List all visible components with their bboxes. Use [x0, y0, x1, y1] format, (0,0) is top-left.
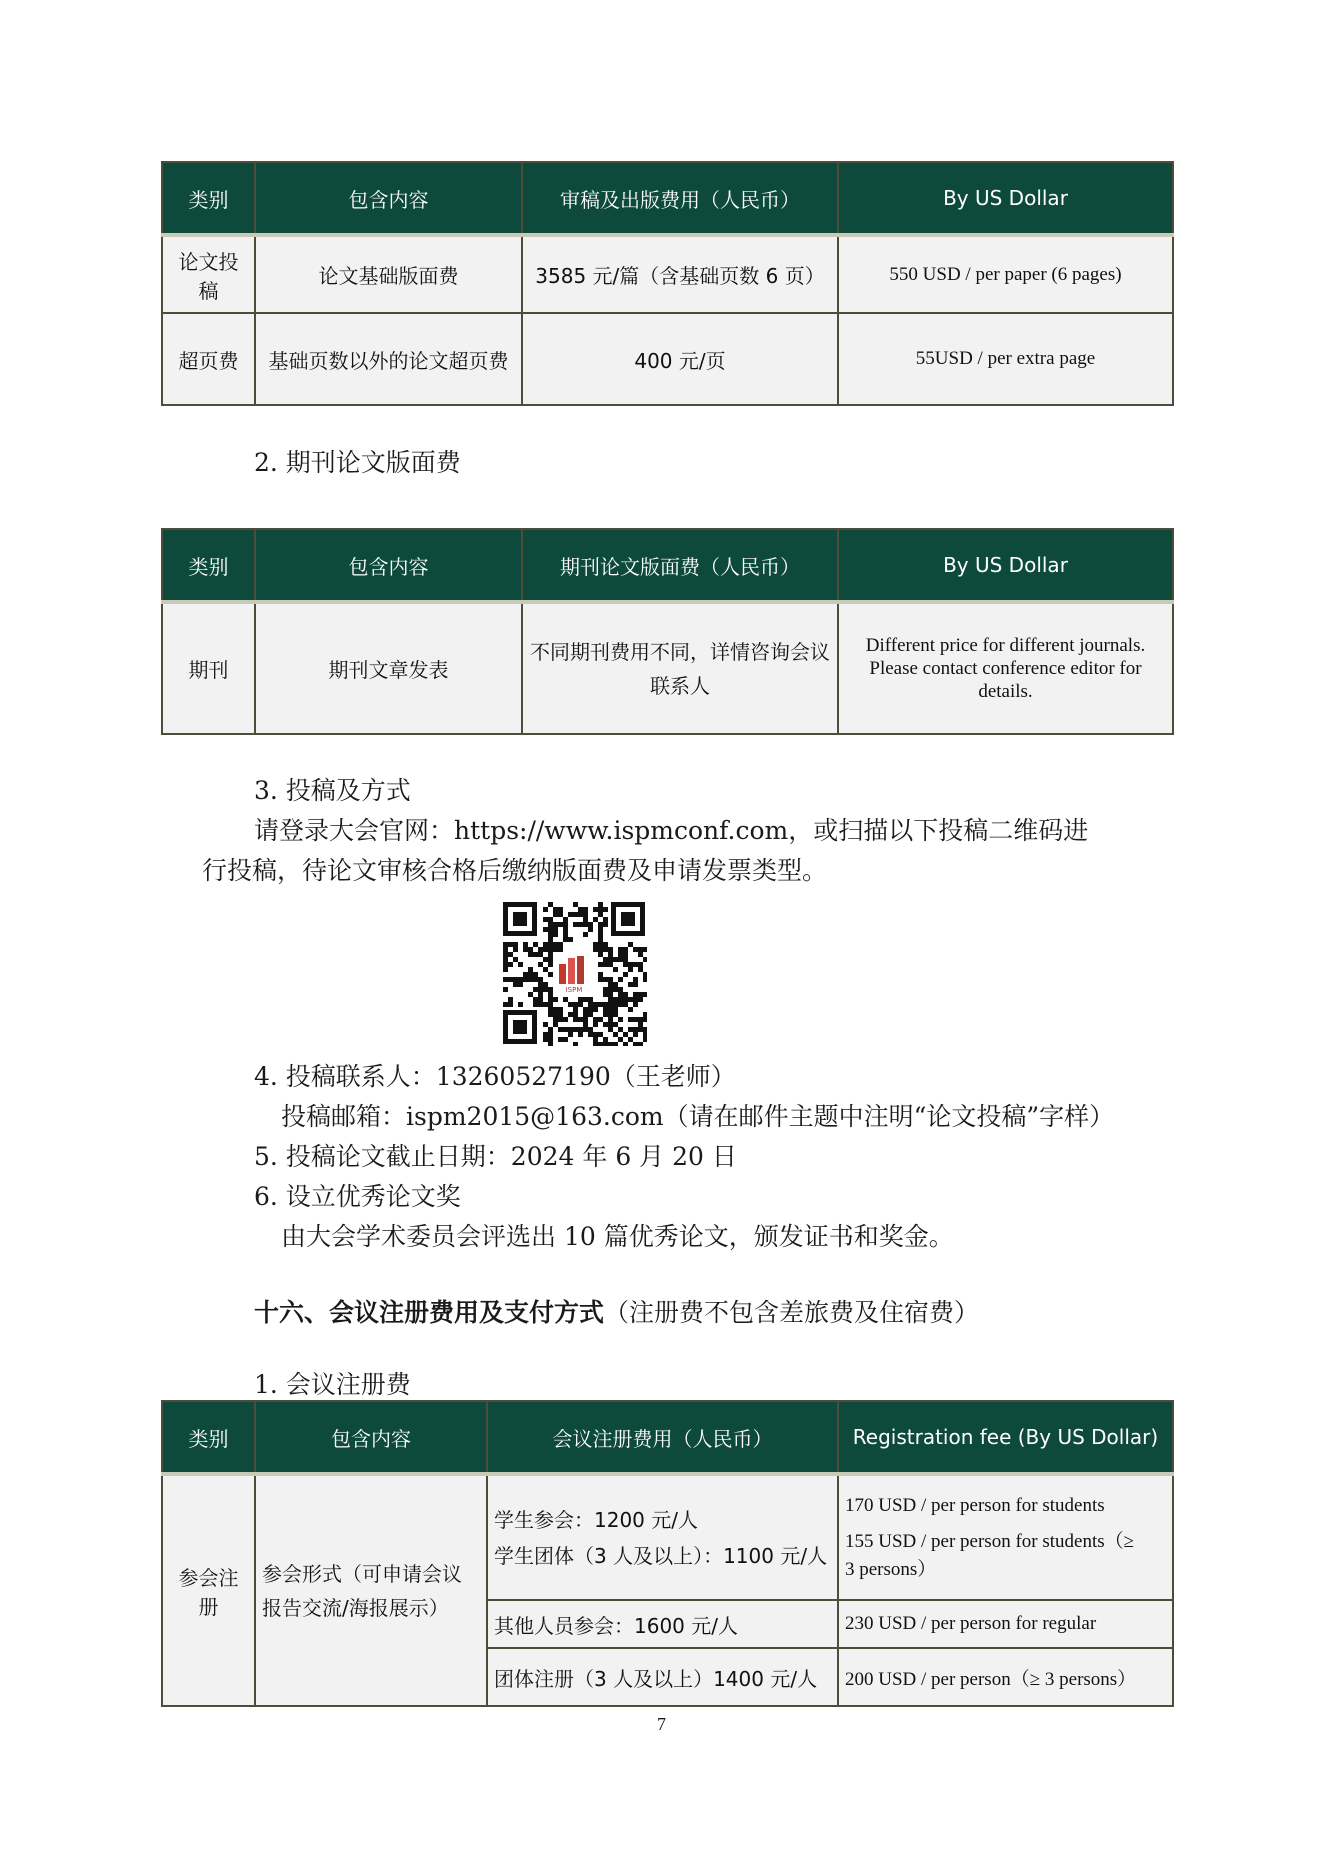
cell-content — [255, 1474, 487, 1706]
table-row — [162, 313, 1173, 405]
cell-usd: 55USD / per extra page — [838, 313, 1173, 405]
cell-category: 超页费 — [162, 313, 255, 405]
col-header-cny: 会议注册费用（人民币） — [487, 1401, 838, 1474]
cell-usd — [838, 602, 1173, 734]
registration-fee-title: 1. 会议注册费 — [254, 1370, 411, 1399]
cell-cny: 团体注册（3 人及以上）1400 元/人 — [487, 1648, 838, 1706]
cell-cny: 其他人员参会：1600 元/人 — [487, 1600, 838, 1648]
section-3-title: 3. 投稿及方式 — [254, 776, 411, 805]
cell-category: 期刊 — [162, 602, 255, 734]
cell-usd: 230 USD / per person for regular — [838, 1600, 1173, 1648]
cell-usd-line: Please contact conference editor for — [869, 658, 1142, 679]
col-header-content: 包含内容 — [255, 162, 522, 235]
heading-16-bold: 十六、会议注册费用及支付方式 — [254, 1298, 605, 1327]
cell-usd-line: 170 USD / per person for students — [845, 1494, 1105, 1516]
section-6-title: 6. 设立优秀论文奖 — [254, 1182, 461, 1211]
svg-text:ISPM: ISPM — [565, 986, 583, 994]
cell-cny-line: 不同期刊费用不同，详情咨询会议 — [530, 639, 830, 664]
page-number: 7 — [657, 1714, 666, 1734]
col-header-category: 类别 — [162, 162, 255, 235]
table-row — [162, 235, 1173, 313]
col-header-usd: Registration fee (By US Dollar) — [838, 1401, 1173, 1474]
cell-cny: 3585 元/篇（含基础页数 6 页） — [522, 235, 838, 313]
cell-content: 基础页数以外的论文超页费 — [255, 313, 522, 405]
section-3-line2: 行投稿，待论文审核合格后缴纳版面费及申请发票类型。 — [202, 856, 828, 885]
cell-cny: 400 元/页 — [522, 313, 838, 405]
cell-usd-line: Different price for different journals. — [865, 635, 1146, 656]
ispm-logo-icon — [554, 952, 594, 994]
cell-cny-line: 学生团体（3 人及以上）：1100 元/人 — [494, 1543, 828, 1568]
col-header-cny: 审稿及出版费用（人民币） — [522, 162, 838, 235]
table-header-row — [162, 529, 1173, 602]
cell-usd: 200 USD / per person（≥ 3 persons） — [838, 1648, 1173, 1706]
col-header-usd: By US Dollar — [838, 529, 1173, 602]
cell-cny-line: 学生参会：1200 元/人 — [494, 1507, 698, 1532]
col-header-usd: By US Dollar — [838, 162, 1173, 235]
table-header-row — [162, 162, 1173, 235]
heading-16-note: （注册费不包含差旅费及住宿费） — [604, 1298, 980, 1327]
table-header-row — [162, 1401, 1173, 1474]
table-registration-fees — [161, 1400, 1174, 1707]
cell-usd-line: 155 USD / per person for students（≥ — [845, 1530, 1135, 1552]
section-4-email: 投稿邮箱：ispm2015@163.com（请在邮件主题中注明“论文投稿”字样） — [281, 1102, 1115, 1131]
col-header-content: 包含内容 — [255, 1401, 487, 1474]
table-journal-fees — [161, 528, 1174, 735]
cell-content-line: 参会形式（可申请会议 — [262, 1561, 462, 1586]
table-row — [162, 602, 1173, 734]
cell-cny-line: 联系人 — [650, 673, 710, 698]
cell-cny — [522, 602, 838, 734]
section-2-title: 2. 期刊论文版面费 — [254, 448, 461, 477]
table-row — [162, 1474, 1173, 1600]
cell-content-line: 报告交流/海报展示） — [262, 1595, 449, 1620]
col-header-content: 包含内容 — [255, 529, 522, 602]
cell-usd-line: 3 persons） — [845, 1558, 937, 1580]
cell-usd — [838, 1474, 1173, 1600]
section-6-body: 由大会学术委员会评选出 10 篇优秀论文，颁发证书和奖金。 — [281, 1222, 954, 1251]
cell-usd: 550 USD / per paper (6 pages) — [838, 235, 1173, 313]
section-3-line1: 请登录大会官网：https://www.ispmconf.com，或扫描以下投稿二维码进 — [254, 816, 1089, 845]
cell-category: 论文投稿 — [162, 235, 255, 313]
col-header-cny: 期刊论文版面费（人民币） — [522, 529, 838, 602]
table-paper-fees — [161, 161, 1174, 406]
section-4-contact: 4. 投稿联系人：13260527190（王老师） — [254, 1062, 736, 1091]
qr-code — [501, 900, 647, 1046]
section-5-deadline: 5. 投稿论文截止日期：2024 年 6 月 20 日 — [254, 1142, 737, 1171]
cell-usd-line: details. — [978, 681, 1033, 702]
cell-content: 期刊文章发表 — [255, 602, 522, 734]
col-header-category: 类别 — [162, 529, 255, 602]
cell-content: 论文基础版面费 — [255, 235, 522, 313]
cell-cny — [487, 1474, 838, 1600]
col-header-category: 类别 — [162, 1401, 255, 1474]
cell-category: 参会注册 — [162, 1474, 255, 1706]
heading-16 — [254, 1294, 979, 1332]
